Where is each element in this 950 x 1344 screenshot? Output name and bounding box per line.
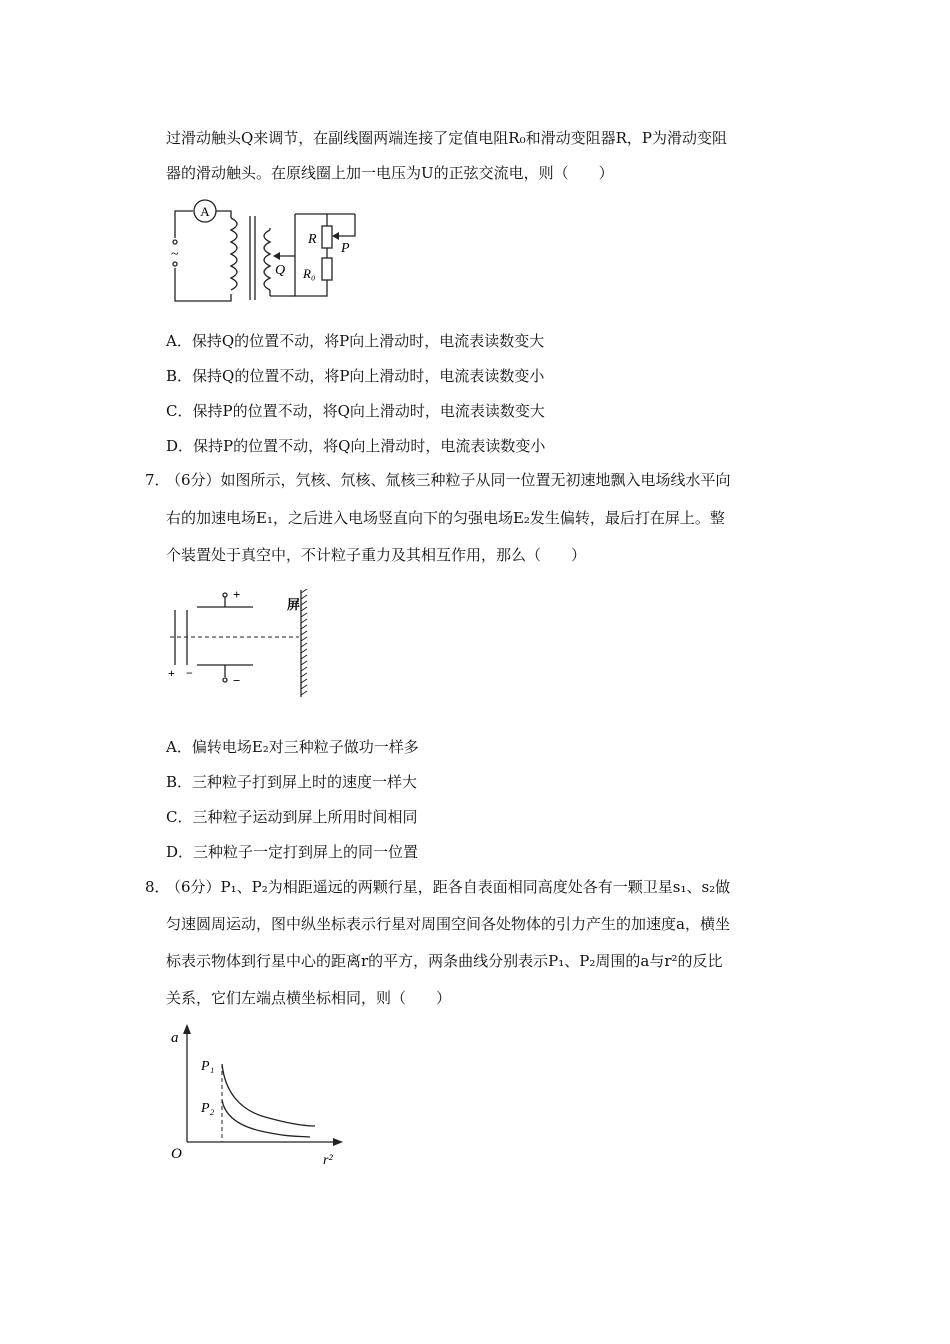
curve-p1-label: P₁ xyxy=(201,1059,215,1074)
ac-source-symbol: ~ xyxy=(171,247,179,262)
q7-option-b: B．三种粒子打到屏上时的速度一样大 xyxy=(166,773,418,791)
q6-stem-line2: 器的滑动触头。在原线圈上加一电压为U的正弦交流电，则（ ） xyxy=(166,164,614,182)
ammeter-label: A xyxy=(200,204,210,219)
label-Q: Q xyxy=(275,263,286,278)
q6-transformer-figure xyxy=(165,198,365,308)
y-axis-label: a xyxy=(171,1030,179,1046)
q6-option-c: C．保持P的位置不动，将Q向上滑动时，电流表读数变大 xyxy=(166,402,545,420)
q8-number: 8． xyxy=(145,878,170,896)
q7-stem-line1: （6分）如图所示，氕核、氘核、氚核三种粒子从同一位置无初速地飘入电场线水平向 xyxy=(166,471,731,489)
q8-stem-line4: 关系，它们左端点横坐标相同，则（ ） xyxy=(166,989,452,1007)
q7-option-a: A．偏转电场E₂对三种粒子做功一样多 xyxy=(166,738,419,756)
q8-stem-line2: 匀速圆周运动，图中纵坐标表示行星对周围空间各处物体的引力产生的加速度a，横坐 xyxy=(166,915,730,933)
q6-option-d: D．保持P的位置不动，将Q向上滑动时，电流表读数变小 xyxy=(166,437,546,455)
label-R0: R₀ xyxy=(303,266,316,281)
origin-label: O xyxy=(171,1146,182,1162)
deflect-plus-sign: + xyxy=(233,587,241,602)
q8-graph-figure xyxy=(165,1022,355,1172)
screen-label: 屏 xyxy=(287,597,301,612)
deflect-minus-sign: − xyxy=(233,673,241,688)
accel-minus-sign: − xyxy=(186,666,193,680)
accel-plus-sign: + xyxy=(168,666,175,680)
q7-deflection-figure xyxy=(165,585,325,700)
label-P: P xyxy=(341,241,350,256)
q7-option-d: D．三种粒子一定打到屏上的同一位置 xyxy=(166,843,419,861)
q8-stem-line3: 标表示物体到行星中心的距离r的平方，两条曲线分别表示P₁、P₂周围的a与r²的反比 xyxy=(166,952,723,970)
q7-number: 7． xyxy=(145,471,170,489)
q7-stem-line3: 个装置处于真空中，不计粒子重力及其相互作用，那么（ ） xyxy=(166,546,587,564)
x-axis-label: r² xyxy=(323,1153,333,1168)
q7-stem-line2: 右的加速电场E₁，之后进入电场竖直向下的匀强电场E₂发生偏转，最后打在屏上。整 xyxy=(166,509,725,527)
curve-p2-label: P₂ xyxy=(201,1101,215,1116)
q6-stem-line1: 过滑动触头Q来调节，在副线圈两端连接了定值电阻R₀和滑动变阻器R，P为滑动变阻 xyxy=(166,129,727,147)
q7-option-c: C．三种粒子运动到屏上所用时间相同 xyxy=(166,808,418,826)
q8-stem-line1: （6分）P₁、P₂为相距遥远的两颗行星，距各自表面相同高度处各有一颗卫星s₁、s₂做 xyxy=(166,878,731,896)
q6-option-a: A．保持Q的位置不动，将P向上滑动时，电流表读数变大 xyxy=(166,332,545,350)
label-R: R xyxy=(308,232,317,247)
q6-option-b: B．保持Q的位置不动，将P向上滑动时，电流表读数变小 xyxy=(166,367,545,385)
